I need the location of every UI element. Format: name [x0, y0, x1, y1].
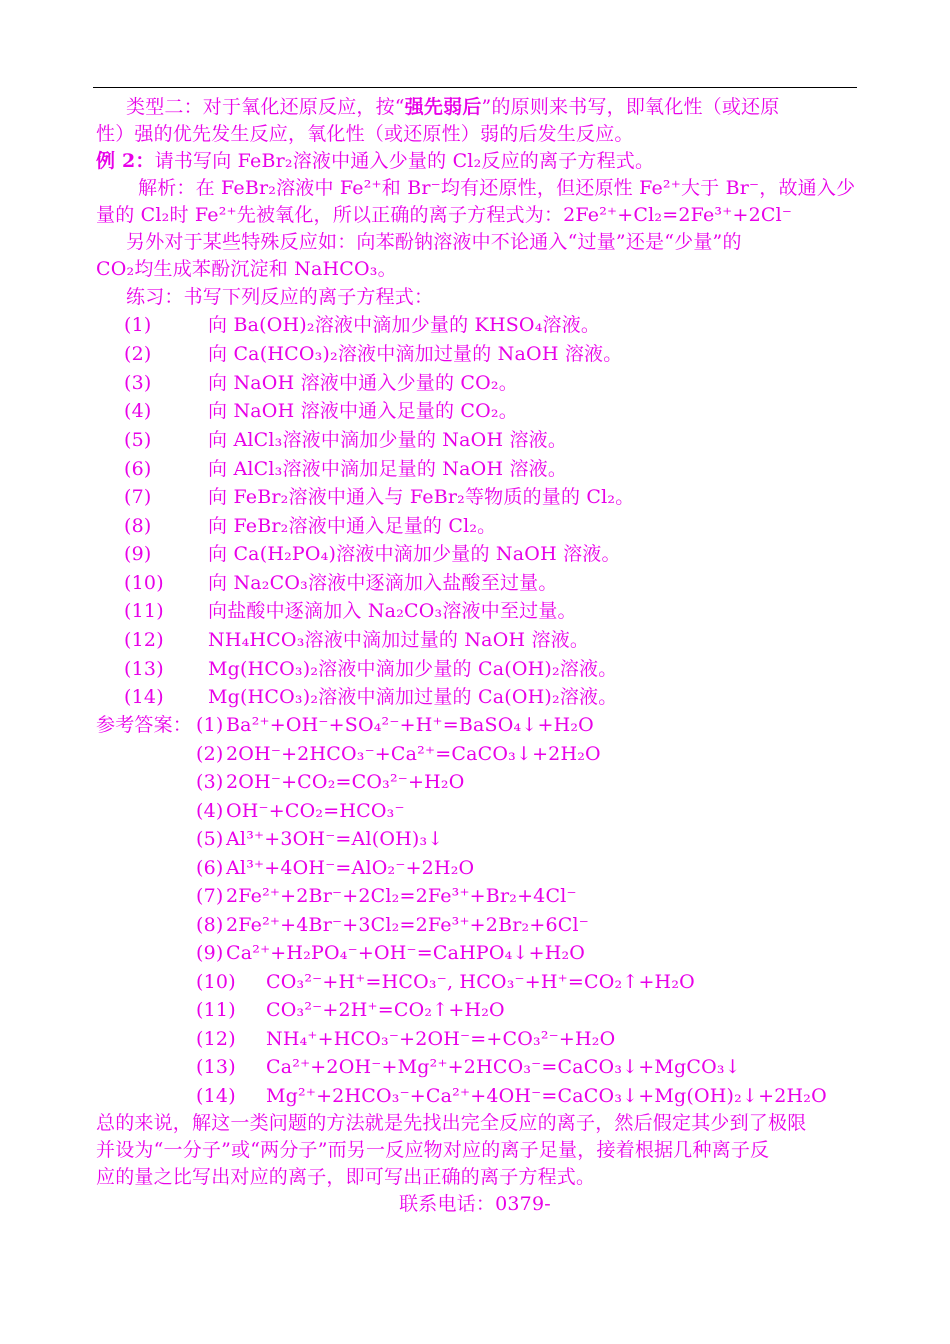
practice-item-number: (2)	[124, 343, 152, 365]
answer-equation: OH⁻+CO₂=HCO₃⁻	[226, 800, 405, 822]
answer-equation: CO₃²⁻+H⁺=HCO₃⁻, HCO₃⁻+H⁺=CO₂↑+H₂O	[266, 971, 695, 993]
answer-equation: CO₃²⁻+2H⁺=CO₂↑+H₂O	[266, 999, 505, 1021]
practice-item-number: (6)	[124, 458, 152, 480]
practice-item-text: Mg(HCO₃)₂溶液中滴加少量的 Ca(OH)₂溶液。	[208, 658, 618, 680]
practice-heading: 练习：书写下列反应的离子方程式：	[126, 286, 434, 308]
practice-item-number: (1)	[124, 314, 152, 336]
answers-label: 参考答案：	[96, 714, 193, 736]
practice-item-number: (9)	[124, 543, 152, 565]
practice-item-number: (8)	[124, 515, 152, 537]
answer-equation: NH₄⁺+HCO₃⁻+2OH⁻=+CO₃²⁻+H₂O	[266, 1028, 616, 1050]
practice-item-text: 向 Ba(OH)₂溶液中滴加少量的 KHSO₄溶液。	[208, 314, 601, 336]
practice-item-text: 向 NaOH 溶液中通入足量的 CO₂。	[208, 400, 518, 422]
practice-item-number: (11)	[124, 600, 164, 622]
answer-number: (7)	[196, 885, 224, 907]
type2-line1	[126, 94, 779, 120]
contact-phone: 联系电话：0379-	[399, 1193, 551, 1215]
answer-number: (13)	[196, 1056, 236, 1078]
practice-item-text: 向 NaOH 溶液中通入少量的 CO₂。	[208, 372, 518, 394]
summary-line3: 应的量之比写出对应的离子，即可写出正确的离子方程式。	[96, 1166, 596, 1188]
type2-emphasis: 强先弱后	[404, 96, 482, 118]
practice-item-text: Mg(HCO₃)₂溶液中滴加过量的 Ca(OH)₂溶液。	[208, 686, 618, 708]
answer-number: (8)	[196, 914, 224, 936]
answer-equation: 2Fe²⁺+4Br⁻+3Cl₂=2Fe³⁺+2Br₂+6Cl⁻	[226, 914, 590, 936]
answer-number: (11)	[196, 999, 236, 1021]
practice-item-number: (13)	[124, 658, 164, 680]
answer-number: (4)	[196, 800, 224, 822]
practice-item-number: (5)	[124, 429, 152, 451]
header-rule	[93, 87, 857, 88]
practice-item-text: 向 Ca(H₂PO₄)溶液中滴加少量的 NaOH 溶液。	[208, 543, 621, 565]
answer-number: (12)	[196, 1028, 236, 1050]
practice-item-number: (12)	[124, 629, 164, 651]
practice-item-text: 向 FeBr₂溶液中通入与 FeBr₂等物质的量的 Cl₂。	[208, 486, 635, 508]
answer-number: (2)	[196, 743, 224, 765]
example2-text: 请书写向 FeBr₂溶液中通入少量的 Cl₂反应的离子方程式。	[154, 150, 655, 172]
practice-item-text: 向盐酸中逐滴加入 Na₂CO₃溶液中至过量。	[208, 600, 577, 622]
answer-equation: 2Fe²⁺+2Br⁻+2Cl₂=2Fe³⁺+Br₂+4Cl⁻	[226, 885, 577, 907]
practice-item-text: 向 AlCl₃溶液中滴加少量的 NaOH 溶液。	[208, 429, 568, 451]
example2-label: 例 2：	[96, 150, 155, 172]
practice-item-text: 向 Ca(HCO₃)₂溶液中滴加过量的 NaOH 溶液。	[208, 343, 623, 365]
practice-item-text: 向 Na₂CO₃溶液中逐滴加入盐酸至过量。	[208, 572, 558, 594]
answer-number: (9)	[196, 942, 224, 964]
type2-line2: 性）强的优先发生反应，氧化性（或还原性）弱的后发生反应。	[96, 123, 634, 145]
practice-item-number: (4)	[124, 400, 152, 422]
answer-number: (14)	[196, 1085, 236, 1107]
answer-equation: Ca²⁺+2OH⁻+Mg²⁺+2HCO₃⁻=CaCO₃↓+MgCO₃↓	[266, 1056, 741, 1078]
answer-equation: 2OH⁻+2HCO₃⁻+Ca²⁺=CaCO₃↓+2H₂O	[226, 743, 601, 765]
example2-line	[96, 148, 654, 174]
answer-equation: Mg²⁺+2HCO₃⁻+Ca²⁺+4OH⁻=CaCO₃↓+Mg(OH)₂↓+2H₂O	[266, 1085, 827, 1107]
summary-line1: 总的来说，解这一类问题的方法就是先找出完全反应的离子，然后假定其少到了极限	[96, 1112, 807, 1134]
practice-item-number: (10)	[124, 572, 164, 594]
analysis-line1: 解析：在 FeBr₂溶液中 Fe²⁺和 Br⁻均有还原性，但还原性 Fe²⁺大于 Br⁻，故通入少	[138, 177, 856, 199]
practice-item-text: 向 FeBr₂溶液中通入足量的 Cl₂。	[208, 515, 497, 537]
answer-number: (1)	[196, 714, 224, 736]
type2-line1-text-a: 类型二：对于氧化还原反应，按“	[126, 96, 405, 118]
practice-item-text: NH₄HCO₃溶液中滴加过量的 NaOH 溶液。	[208, 629, 590, 651]
answer-number: (6)	[196, 857, 224, 879]
special-line1: 另外对于某些特殊反应如：向苯酚钠溶液中不论通入“过量”还是“少量”的	[126, 231, 742, 253]
answer-number: (5)	[196, 828, 224, 850]
summary-line2: 并设为“一分子”或“两分子”而另一反应物对应的离子足量，接着根据几种离子反	[96, 1139, 770, 1161]
practice-item-number: (14)	[124, 686, 164, 708]
answer-equation: Ba²⁺+OH⁻+SO₄²⁻+H⁺=BaSO₄↓+H₂O	[226, 714, 594, 736]
answer-equation: Al³⁺+4OH⁻=AlO₂⁻+2H₂O	[226, 857, 475, 879]
answer-equation: Al³⁺+3OH⁻=Al(OH)₃↓	[226, 828, 444, 850]
answer-equation: Ca²⁺+H₂PO₄⁻+OH⁻=CaHPO₄↓+H₂O	[226, 942, 586, 964]
practice-item-text: 向 AlCl₃溶液中滴加足量的 NaOH 溶液。	[208, 458, 568, 480]
answer-number: (3)	[196, 771, 224, 793]
type2-line1-text-b: ”的原则来书写，即氧化性（或还原	[481, 96, 780, 118]
practice-item-number: (3)	[124, 372, 152, 394]
analysis-line2: 量的 Cl₂时 Fe²⁺先被氧化，所以正确的离子方程式为：2Fe²⁺+Cl₂=2Fe³⁺+2Cl⁻	[96, 204, 793, 226]
answer-number: (10)	[196, 971, 236, 993]
special-line2: CO₂均生成苯酚沉淀和 NaHCO₃。	[96, 258, 397, 280]
practice-item-number: (7)	[124, 486, 152, 508]
answer-equation: 2OH⁻+CO₂=CO₃²⁻+H₂O	[226, 771, 465, 793]
